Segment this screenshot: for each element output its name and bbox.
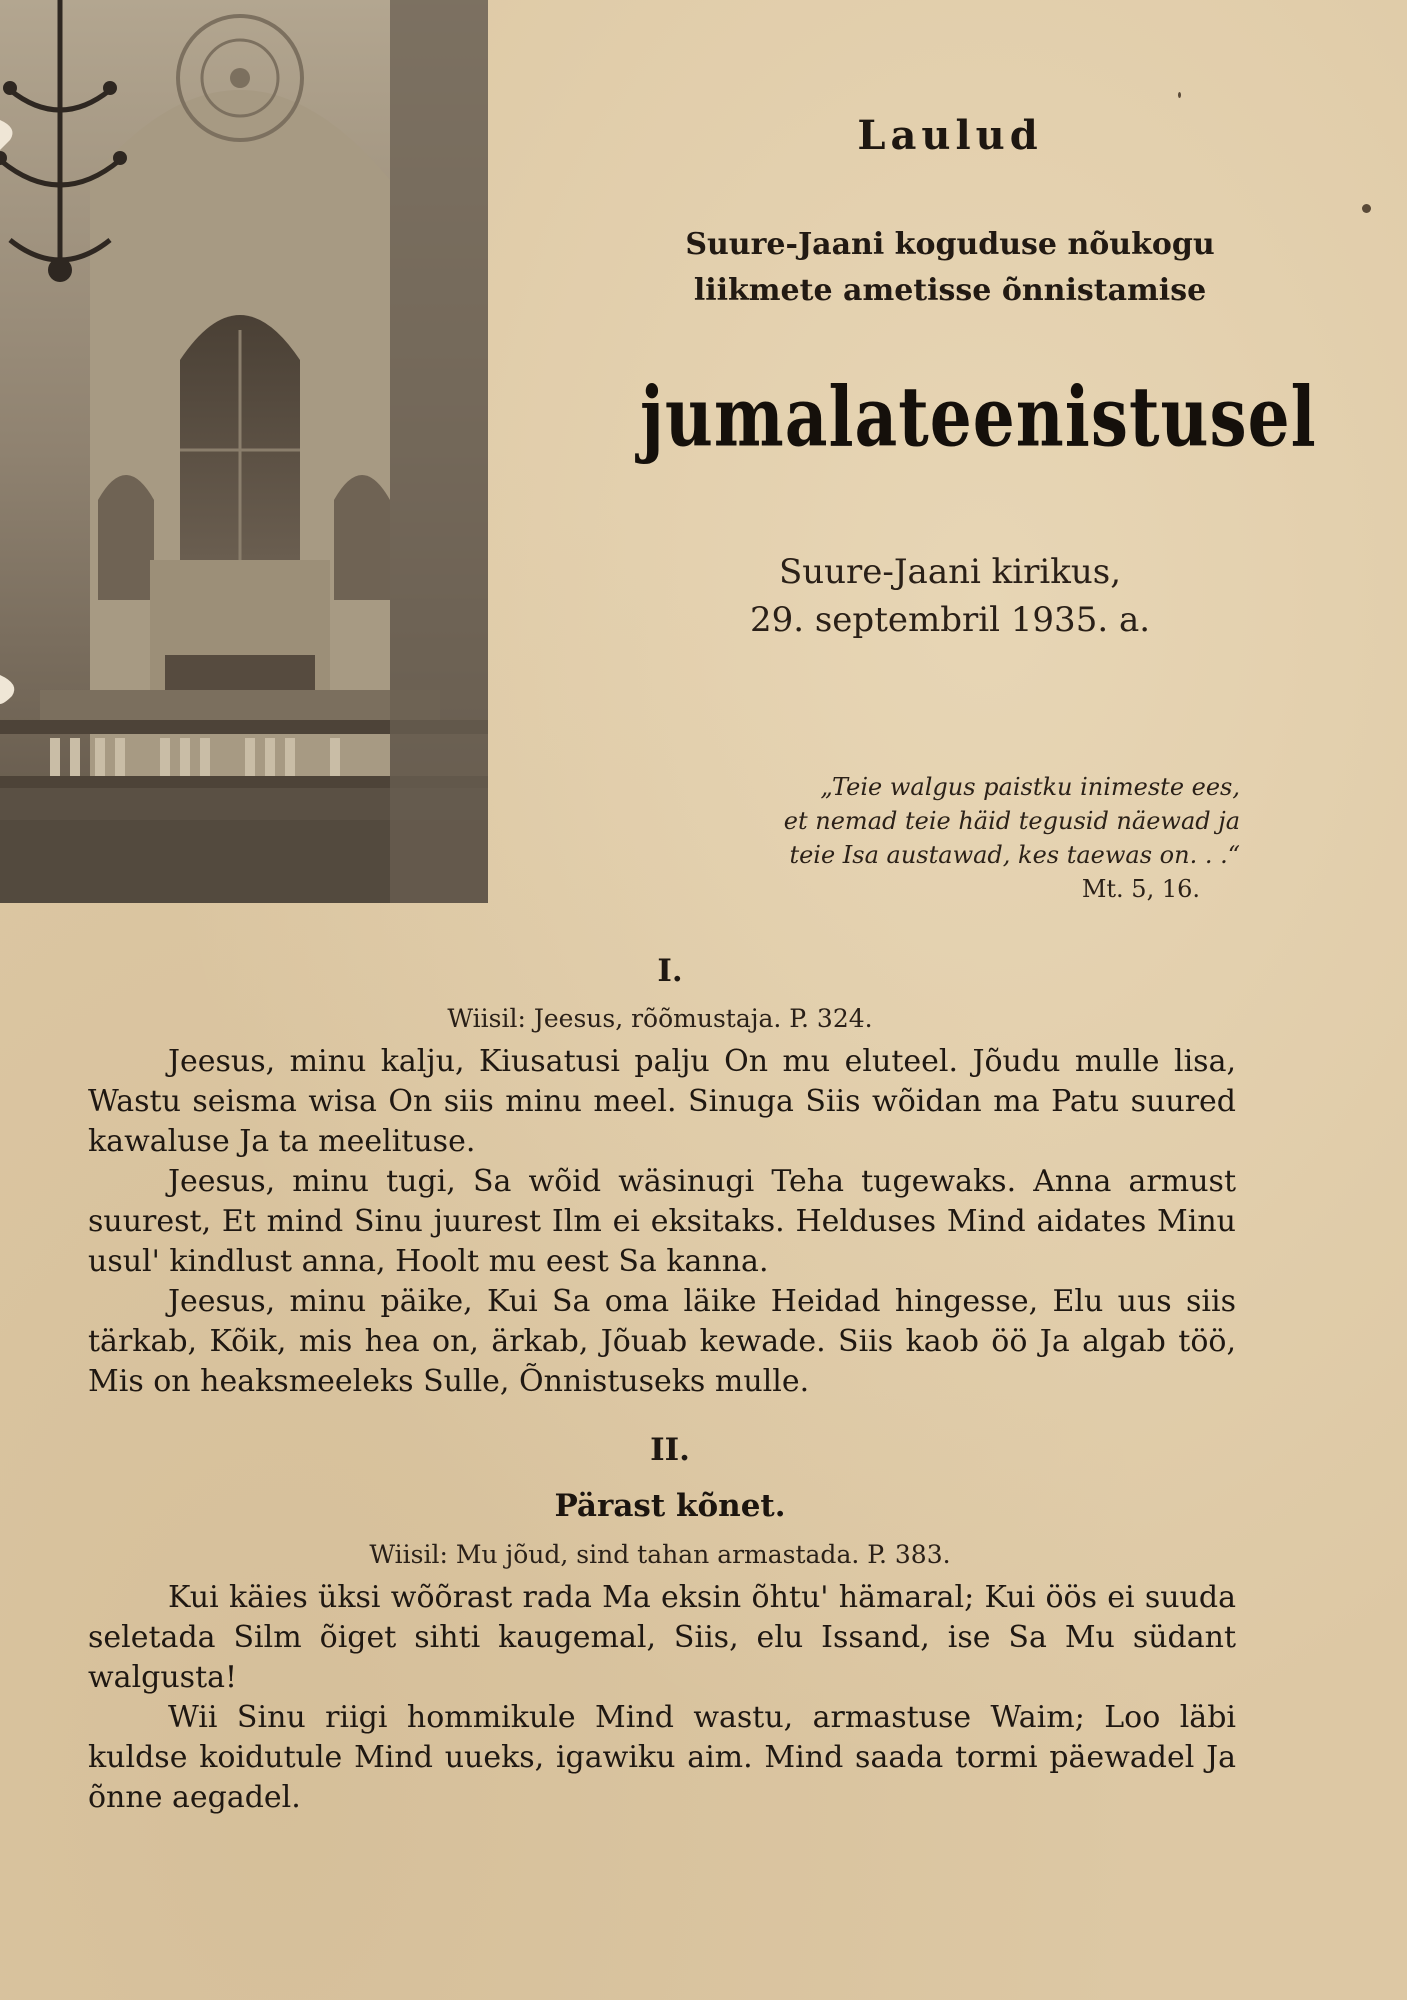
occasion-line-2: liikmete ametisse õnnistamise bbox=[693, 273, 1207, 308]
epigraph-line-1: „Teie walgus paistku inimeste ees, bbox=[820, 773, 1240, 801]
hymn-1-verse-3: Jeesus, minu päike, Kui Sa oma läike Heidad hingesse, Elu uus siis tärkab, Kõik, mis hea on, ärkab, Jõuab kewade. Siis kaob öö Ja algab töö, Mis on heaksmeeleks Sulle, Õnnistuseks mulle. bbox=[88, 1284, 1236, 1399]
church-altar-photo bbox=[0, 0, 488, 903]
hymn-1-verse-1: Jeesus, minu kalju, Kiusatusi palju On mu eluteel. Jõudu mulle lisa, Wastu seisma wisa On siis minu meel. Sinuga Siis wõidan ma Patu suured kawaluse Ja ta meelituse. bbox=[88, 1044, 1236, 1159]
hymn-2-number: II. bbox=[650, 1432, 690, 1468]
place-line: Suure-Jaani kirikus, bbox=[778, 552, 1122, 592]
epigraph-line-3: teie Isa austawad, kes taewas on. . .“ bbox=[789, 841, 1240, 869]
hymn-2-subtitle: Pärast kõnet. bbox=[554, 1488, 786, 1524]
paper-speck bbox=[1178, 92, 1181, 98]
epigraph-reference: Mt. 5, 16. bbox=[1081, 875, 1200, 903]
page-title: Laulud bbox=[857, 112, 1043, 159]
hymn-1-verse-2: Jeesus, minu tugi, Sa wõid wäsinugi Teha tugewaks. Anna armust suurest, Et mind Sinu juurest Ilm ei eksitaks. Helduses Mind aidates Minu usul' kindlust anna, Hoolt mu eest Sa kanna. bbox=[88, 1164, 1236, 1279]
paper-speck bbox=[1362, 204, 1371, 213]
hymn-2-verse-1: Kui käies üksi wõõrast rada Ma eksin õhtu' hämaral; Kui öös ei suuda seletada Silm õiget sihti kaugemal, Siis, elu Issand, ise Sa Mu südant walgusta! bbox=[88, 1580, 1236, 1695]
occasion-line-1: Suure-Jaani koguduse nõukogu bbox=[685, 227, 1215, 262]
place-date bbox=[640, 548, 1260, 644]
hymn-2-melody: Wiisil: Mu jõud, sind tahan armastada. P. 383. bbox=[369, 1540, 951, 1569]
hymn-1-text bbox=[88, 1042, 1236, 1402]
epigraph-line-2: et nemad teie häid tegusid näewad ja bbox=[783, 807, 1240, 835]
occasion-heading bbox=[640, 222, 1260, 314]
hymn-2-verse-2: Wii Sinu riigi hommikule Mind wastu, armastuse Waim; Loo läbi kuldse koidutule Mind uueks, igawiku aim. Mind saada tormi päewadel Ja õnne aegadel. bbox=[88, 1700, 1236, 1815]
hymn-1-melody: Wiisil: Jeesus, rõõmustaja. P. 324. bbox=[447, 1004, 873, 1033]
hymn-1-number: I. bbox=[657, 953, 683, 989]
epigraph bbox=[640, 770, 1240, 906]
main-title: jumalateenistusel bbox=[640, 368, 1317, 466]
hymn-2-text bbox=[88, 1578, 1236, 1818]
date-line: 29. septembril 1935. a. bbox=[749, 600, 1151, 640]
